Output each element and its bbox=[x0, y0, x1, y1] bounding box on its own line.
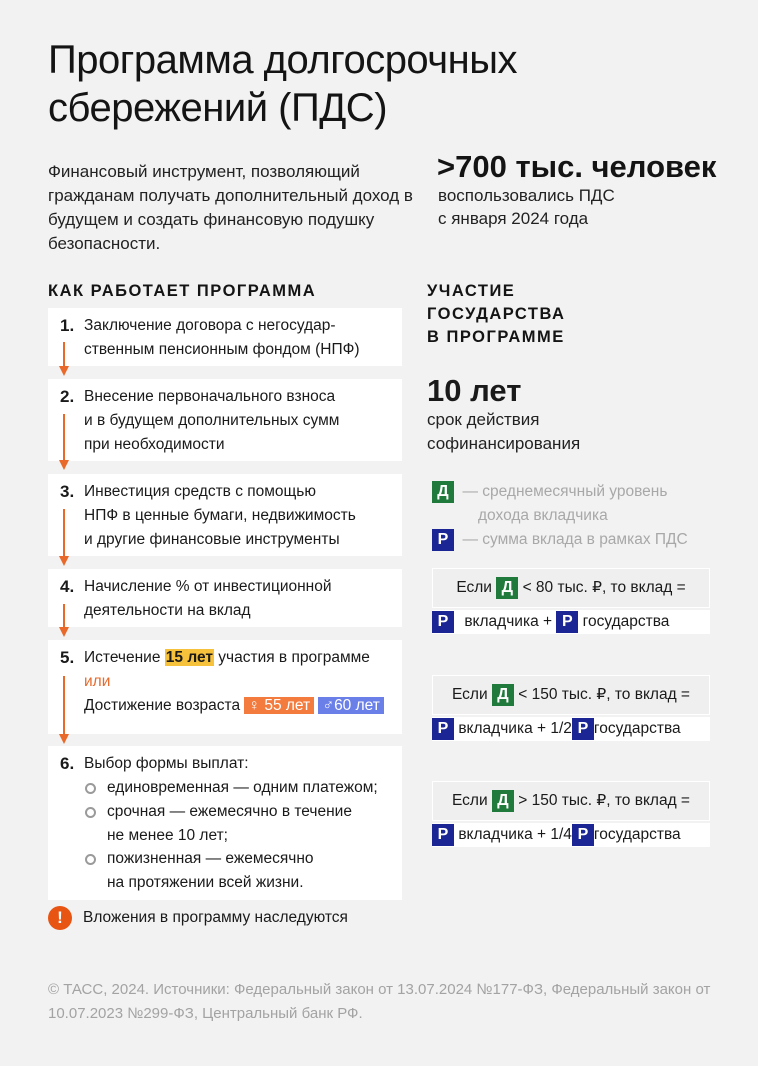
cofinancing-term-value: 10 лет bbox=[427, 373, 522, 408]
step-2: 2. Внесение первоначального взноса и в будущем дополнительных сумм при необходимости bbox=[48, 379, 402, 461]
male-age-tag: ♂60 лет bbox=[318, 697, 383, 714]
page-title: Программа долгосрочных сбережений (ПДС) bbox=[48, 38, 517, 130]
deposit-badge-icon: Р bbox=[432, 824, 454, 846]
arrow-down-icon bbox=[63, 676, 65, 736]
arrow-head-icon bbox=[59, 627, 69, 637]
or-label: или bbox=[84, 673, 111, 690]
rule-2-condition: Если Д < 150 тыс. ₽, то вклад = bbox=[432, 675, 710, 715]
deposit-badge-icon: Р bbox=[572, 824, 594, 846]
inheritance-note: Вложения в программу наследуются bbox=[83, 909, 348, 926]
intro-text: Финансовый инструмент, позволяющий гражданам получать дополнительный доход в будущем и создать финансовую подушку безопасности. bbox=[48, 162, 413, 253]
rule-3-formula: Р вкладчика + 1/4 Р государства bbox=[432, 823, 710, 847]
users-stat-caption: воспользовались ПДС с января 2024 года bbox=[438, 186, 615, 228]
arrow-head-icon bbox=[59, 460, 69, 470]
state-participation-heading: УЧАСТИЕ ГОСУДАРСТВА В ПРОГРАММЕ bbox=[427, 282, 566, 346]
sources-footer: © ТАСС, 2024. Источники: Федеральный закон от 13.07.2024 №177-ФЗ, Федеральный закон от 10.07.2023 №299-ФЗ, Центральный банк РФ. bbox=[48, 981, 711, 1022]
step-5: 5. Истечение 15 лет участия в программе или Достижение возраста ♀ 55 лет ♂60 лет bbox=[48, 640, 402, 734]
rule-2-formula: Р вкладчика + 1/2 Р государства bbox=[432, 717, 710, 741]
step-6: 6. Выбор формы выплат: единовременная — одним платежом; срочная — ежемесячно в течение не менее 10 лет; пожизненная — ежемесячно на протяжении всей жизни. bbox=[48, 746, 402, 900]
step-4: 4. Начисление % от инвестиционной деятельности на вклад bbox=[48, 569, 402, 627]
rule-1-condition: Если Д < 80 тыс. ₽, то вклад = bbox=[432, 568, 710, 608]
users-stat-value: >700 тыс. человек bbox=[437, 149, 717, 184]
arrow-down-icon bbox=[63, 414, 65, 462]
deposit-badge-icon: Р bbox=[572, 718, 594, 740]
duration-highlight: 15 лет bbox=[165, 649, 213, 666]
arrow-head-icon bbox=[59, 556, 69, 566]
female-age-tag: ♀ 55 лет bbox=[244, 697, 314, 714]
bullet-circle-icon bbox=[85, 854, 96, 865]
deposit-badge-icon: Р bbox=[432, 718, 454, 740]
income-badge-icon: Д bbox=[432, 481, 454, 503]
exclamation-icon: ! bbox=[48, 906, 72, 930]
income-badge-icon: Д bbox=[492, 790, 514, 812]
payout-option: срочная — ежемесячно в течение не менее 10 лет; bbox=[107, 803, 352, 844]
bullet-circle-icon bbox=[85, 807, 96, 818]
income-badge-icon: Д bbox=[496, 577, 518, 599]
rule-1-formula: Р вкладчика + Р государства bbox=[432, 610, 710, 634]
income-badge-icon: Д bbox=[492, 684, 514, 706]
step-3: 3. Инвестиция средств с помощью НПФ в ценные бумаги, недвижимость и другие финансовые инструменты bbox=[48, 474, 402, 556]
how-it-works-heading: КАК РАБОТАЕТ ПРОГРАММА bbox=[48, 282, 317, 300]
arrow-down-icon bbox=[63, 342, 65, 368]
arrow-down-icon bbox=[63, 509, 65, 557]
payout-option: пожизненная — ежемесячно на протяжении всей жизни. bbox=[107, 850, 314, 891]
rule-3-condition: Если Д > 150 тыс. ₽, то вклад = bbox=[432, 781, 710, 821]
step-1: 1. Заключение договора с негосудар- ственным пенсионным фондом (НПФ) bbox=[48, 308, 402, 366]
cofinancing-term-caption: срок действия софинансирования bbox=[427, 410, 581, 453]
deposit-badge-icon: Р bbox=[432, 529, 454, 551]
deposit-badge-icon: Р bbox=[432, 611, 454, 633]
payout-option: единовременная — одним платежом; bbox=[107, 779, 378, 796]
deposit-badge-icon: Р bbox=[556, 611, 578, 633]
legend-income: Д — среднемесячный уровень дохода вкладчика bbox=[432, 480, 667, 528]
bullet-circle-icon bbox=[85, 783, 96, 794]
legend-deposit: Р — сумма вклада в рамках ПДС bbox=[432, 528, 688, 552]
arrow-head-icon bbox=[59, 734, 69, 744]
arrow-head-icon bbox=[59, 366, 69, 376]
